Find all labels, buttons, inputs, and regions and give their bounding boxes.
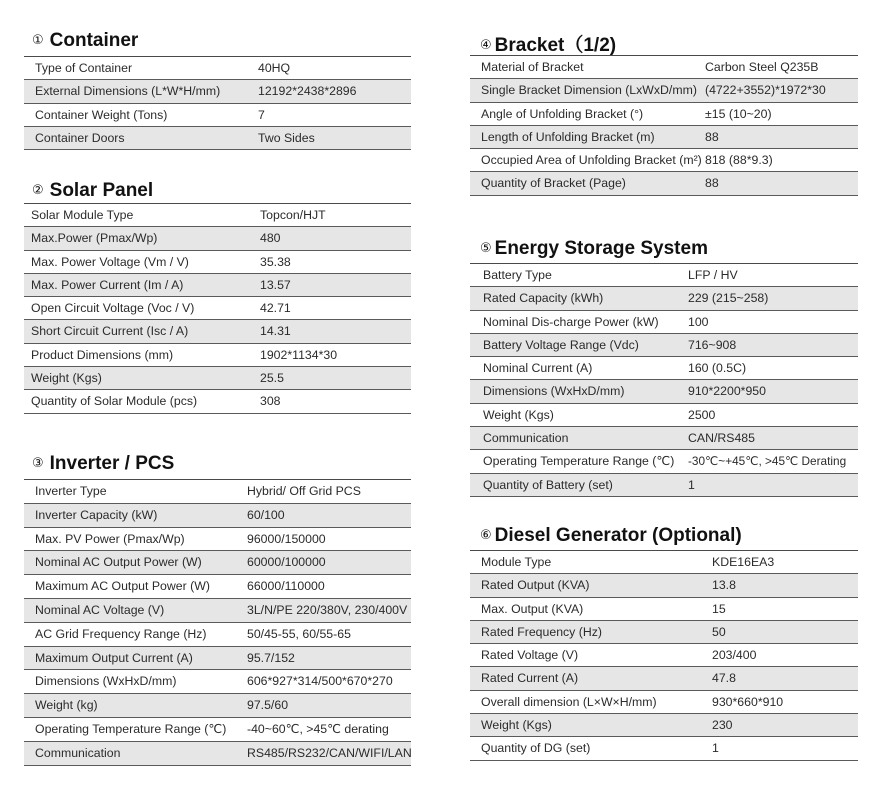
row-label: Max. Power Current (Im / A) [31, 277, 184, 292]
section-title-text: Diesel Generator (Optional) [494, 525, 742, 546]
row-label: Operating Temperature Range (℃) [35, 721, 227, 736]
section-number: ④ [480, 37, 492, 52]
row-value: 50 [712, 624, 726, 639]
table-row [24, 251, 411, 274]
table-row [24, 104, 411, 127]
row-label: Solar Module Type [31, 208, 134, 222]
row-label: Rated Capacity (kWh) [483, 291, 604, 306]
table-row [24, 297, 411, 320]
row-label: Single Bracket Dimension (LxWxD/mm) [481, 83, 697, 98]
section-title-text: Container [49, 30, 139, 51]
table-row [24, 742, 411, 766]
table-row [24, 57, 411, 80]
table-row [470, 79, 858, 102]
row-label: Inverter Capacity (kW) [35, 507, 158, 522]
row-label: Occupied Area of Unfolding Bracket (m²) [481, 153, 702, 168]
row-value: LFP / HV [688, 268, 738, 282]
row-value: 818 (88*9.3) [705, 153, 773, 168]
solar-section-title [32, 180, 153, 202]
row-value: Hybrid/ Off Grid PCS [247, 484, 361, 498]
table-row [470, 380, 858, 403]
section-number: ① [32, 32, 44, 47]
table-row [24, 390, 411, 413]
row-label: Communication [483, 431, 569, 446]
row-label: Quantity of Battery (set) [483, 477, 613, 492]
table-row [470, 714, 858, 737]
section-number: ⑤ [480, 240, 492, 255]
row-value: 14.31 [260, 324, 291, 339]
table-row [24, 575, 411, 599]
row-value: 230 [712, 718, 733, 733]
section-title-text: Solar Panel [49, 180, 154, 201]
row-label: Weight (kg) [35, 698, 98, 713]
table-row [470, 598, 858, 621]
row-label: Rated Frequency (Hz) [481, 624, 602, 639]
table-row [24, 320, 411, 343]
row-value: 7 [258, 107, 265, 122]
row-value: 50/45-55, 60/55-65 [247, 626, 351, 641]
row-label: Weight (Kgs) [31, 371, 102, 386]
table-row [470, 427, 858, 450]
row-label: Rated Output (KVA) [481, 578, 590, 593]
table-row [24, 127, 411, 150]
table-row [470, 103, 858, 126]
row-value: 203/400 [712, 648, 757, 663]
container-spec-table [24, 57, 411, 150]
row-label: Weight (Kgs) [481, 718, 552, 733]
table-row [24, 344, 411, 367]
row-value: Two Sides [258, 130, 315, 145]
section-number: ⑥ [480, 527, 492, 542]
table-row [24, 367, 411, 390]
row-label: Overall dimension (L×W×H/mm) [481, 694, 657, 709]
table-row [24, 647, 411, 671]
row-label: Maximum Output Current (A) [35, 650, 193, 665]
row-label: Maximum AC Output Power (W) [35, 579, 210, 594]
table-row [470, 311, 858, 334]
ess-spec-table [470, 264, 858, 497]
row-label: Nominal Dis-charge Power (kW) [483, 314, 659, 329]
table-row [470, 357, 858, 380]
row-value: 66000/110000 [247, 579, 325, 594]
container-section-title [32, 30, 138, 52]
row-label: Max. Output (KVA) [481, 601, 584, 616]
section-title-text: Bracket（1/2) [494, 35, 617, 56]
table-row [24, 694, 411, 718]
row-label: Nominal AC Output Power (W) [35, 555, 202, 570]
table-row [24, 670, 411, 694]
row-value: 930*660*910 [712, 694, 784, 709]
table-row [24, 528, 411, 552]
row-label: Angle of Unfolding Bracket (°) [481, 106, 644, 121]
table-row [24, 80, 411, 103]
row-label: Max.Power (Pmax/Wp) [31, 231, 158, 246]
table-row [24, 623, 411, 647]
row-value: ±15 (10~20) [705, 106, 772, 121]
row-label: Rated Current (A) [481, 671, 579, 686]
bracket-spec-table [470, 56, 858, 196]
row-value: 97.5/60 [247, 698, 289, 713]
row-label: Container Weight (Tons) [35, 107, 168, 122]
row-label: Quantity of Bracket (Page) [481, 176, 626, 191]
table-row [24, 551, 411, 575]
row-label: Module Type [481, 555, 552, 569]
row-value: 40HQ [258, 61, 291, 75]
ess-section-title [480, 238, 708, 260]
row-label: Nominal Current (A) [483, 361, 593, 376]
row-label: Quantity of Solar Module (pcs) [31, 394, 198, 409]
table-row [470, 264, 858, 287]
row-label: Operating Temperature Range (℃) [483, 454, 675, 469]
table-row [24, 599, 411, 623]
row-value: 96000/150000 [247, 531, 326, 546]
table-row [470, 474, 858, 497]
row-label: Communication [35, 745, 121, 760]
solar-spec-table [24, 204, 411, 414]
row-value: Topcon/HJT [260, 208, 326, 222]
row-label: Max. Power Voltage (Vm / V) [31, 254, 189, 269]
row-label: Short Circuit Current (Isc / A) [31, 324, 189, 339]
table-row [470, 450, 858, 473]
diesel-spec-table [470, 551, 858, 761]
row-value: 160 (0.5C) [688, 361, 747, 376]
section-number: ② [32, 182, 44, 197]
row-label: Weight (Kgs) [483, 407, 554, 422]
row-value: 3L/N/PE 220/380V, 230/400V [247, 602, 408, 617]
table-row [24, 480, 411, 504]
table-row [24, 227, 411, 250]
row-value: -30℃~+45℃, >45℃ Derating [688, 454, 847, 469]
row-label: Product Dimensions (mm) [31, 347, 174, 362]
section-title-text: Energy Storage System [494, 238, 708, 259]
row-value: 47.8 [712, 671, 736, 686]
table-row [470, 126, 858, 149]
row-value: 308 [260, 394, 281, 409]
table-row [470, 287, 858, 310]
row-value: 12192*2438*2896 [258, 84, 357, 99]
table-row [470, 574, 858, 597]
row-value: 716~908 [688, 337, 737, 352]
row-label: Open Circuit Voltage (Voc / V) [31, 301, 195, 316]
table-row [24, 204, 411, 227]
row-value: CAN/RS485 [688, 431, 755, 446]
row-value: 13.57 [260, 277, 291, 292]
row-value: 60000/100000 [247, 555, 326, 570]
row-value: -40~60℃, >45℃ derating [247, 721, 389, 736]
row-value: KDE16EA3 [712, 555, 775, 569]
row-value: 1 [712, 741, 719, 756]
table-row [470, 334, 858, 357]
row-label: Battery Type [483, 268, 552, 282]
row-label: Dimensions (WxHxD/mm) [35, 674, 177, 689]
inverter-section-title [32, 453, 174, 475]
row-value: 60/100 [247, 507, 285, 522]
row-value: 15 [712, 601, 726, 616]
section-title-text: Inverter / PCS [49, 453, 175, 474]
row-value: 13.8 [712, 578, 736, 593]
table-row [24, 274, 411, 297]
row-label: External Dimensions (L*W*H/mm) [35, 84, 221, 99]
row-label: Container Doors [35, 130, 125, 145]
table-row [24, 504, 411, 528]
row-value: RS485/RS232/CAN/WIFI/LAN [247, 745, 412, 760]
table-row [470, 667, 858, 690]
table-row [24, 718, 411, 742]
table-row [470, 621, 858, 644]
row-label: Dimensions (WxHxD/mm) [483, 384, 625, 399]
table-row [470, 172, 858, 195]
row-value: 606*927*314/500*670*270 [247, 674, 393, 689]
row-value: 229 (215~258) [688, 291, 769, 306]
bracket-section-title [480, 30, 616, 57]
table-row [470, 56, 858, 79]
row-value: 1 [688, 477, 695, 492]
row-label: Inverter Type [35, 484, 107, 498]
row-label: Rated Voltage (V) [481, 648, 579, 663]
row-label: AC Grid Frequency Range (Hz) [35, 626, 207, 641]
row-value: 910*2200*950 [688, 384, 766, 399]
table-row [470, 644, 858, 667]
row-value: Carbon Steel Q235B [705, 60, 819, 74]
row-value: 1902*1134*30 [260, 347, 338, 362]
row-value: 25.5 [260, 371, 284, 386]
row-value: 100 [688, 314, 709, 329]
row-value: 35.38 [260, 254, 291, 269]
table-row [470, 691, 858, 714]
row-label: Quantity of DG (set) [481, 741, 591, 756]
row-label: Max. PV Power (Pmax/Wp) [35, 531, 185, 546]
table-row [470, 737, 858, 760]
row-label: Battery Voltage Range (Vdc) [483, 337, 639, 352]
row-value: 95.7/152 [247, 650, 295, 665]
row-value: 42.71 [260, 301, 291, 316]
row-value: (4722+3552)*1972*30 [705, 83, 826, 98]
table-row [470, 551, 858, 574]
section-number: ③ [32, 455, 44, 470]
diesel-section-title [480, 525, 742, 547]
row-value: 2500 [688, 407, 716, 422]
row-label: Type of Container [35, 61, 133, 75]
row-value: 480 [260, 231, 281, 246]
table-row [470, 149, 858, 172]
row-value: 88 [705, 129, 719, 144]
row-label: Length of Unfolding Bracket (m) [481, 129, 655, 144]
row-label: Material of Bracket [481, 60, 584, 74]
inverter-spec-table [24, 480, 411, 766]
table-row [470, 404, 858, 427]
row-label: Nominal AC Voltage (V) [35, 602, 165, 617]
row-value: 88 [705, 176, 719, 191]
